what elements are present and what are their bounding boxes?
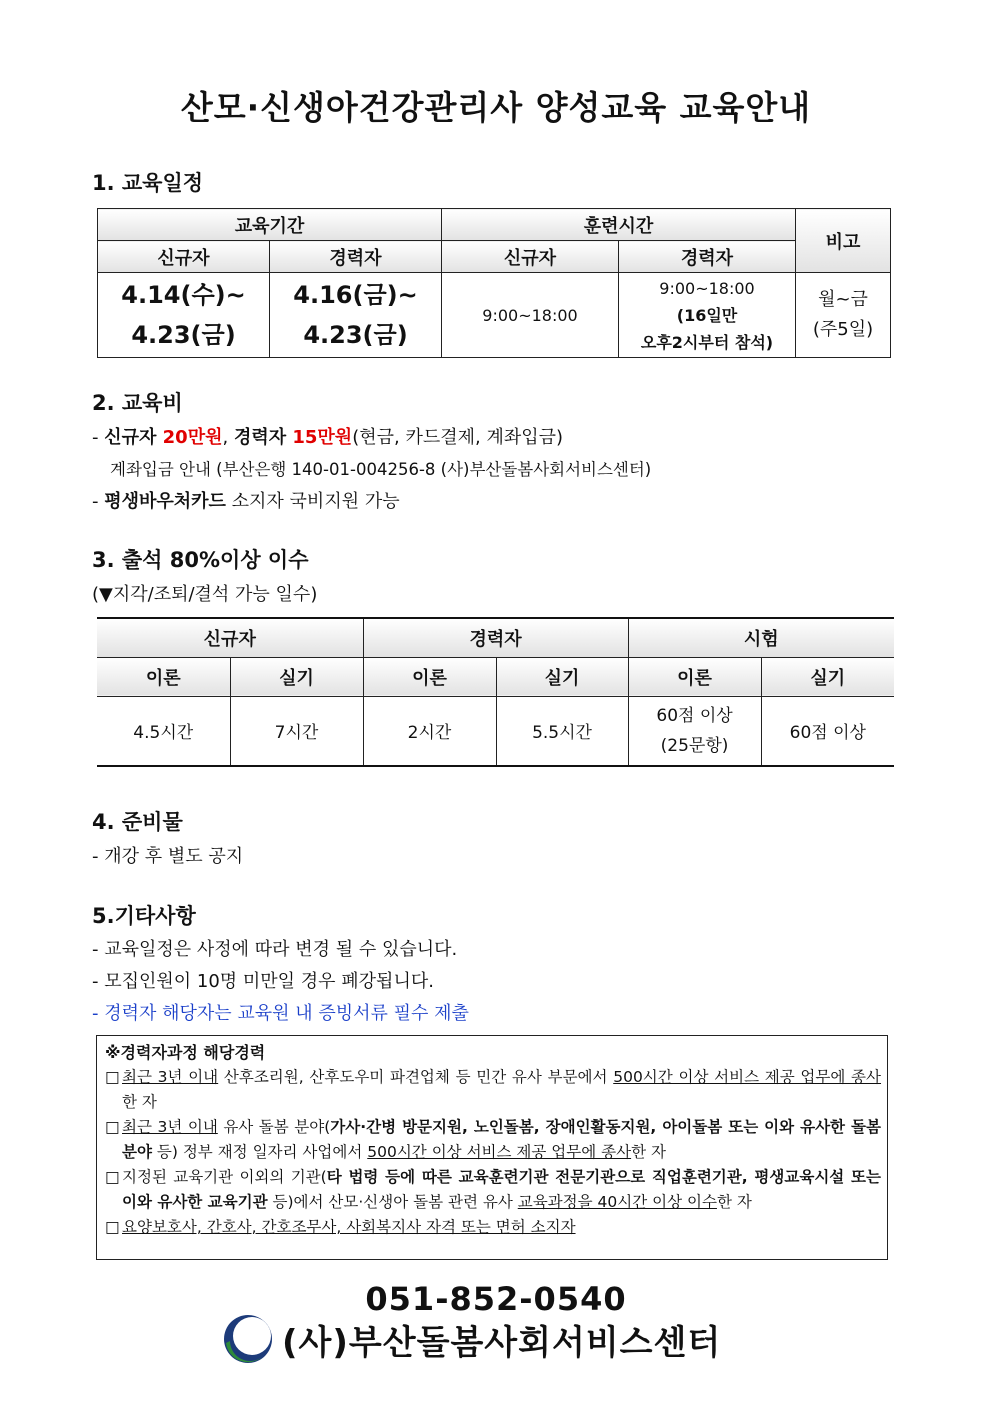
career-item-4-text: 요양보호사, 간호사, 간호조무사, 사회복지사 자격 또는 면허 소지자 xyxy=(122,1218,576,1236)
header-exam-practice: 실기 xyxy=(761,657,894,696)
checkbox-icon: □ xyxy=(105,1068,120,1086)
fee-exp-amount: 15만원 xyxy=(292,427,353,448)
career-box-heading: ※경력자과정 해당경력 xyxy=(105,1043,266,1062)
voucher-dash: - xyxy=(92,491,105,512)
career-item-3-text-2: 등)에서 산모·신생아 돌봄 관련 유사 xyxy=(267,1193,518,1211)
header-exam-group: 시험 xyxy=(628,618,894,657)
career-item-4 xyxy=(105,1215,881,1240)
career-item-3-end: 한 자 xyxy=(716,1193,752,1211)
section-3-subtitle: (▼지각/조퇴/결석 가능 일수) xyxy=(92,584,318,605)
time-exp-cell xyxy=(619,273,796,358)
contact-phone: 051-852-0540 xyxy=(365,1280,627,1318)
organization-block xyxy=(222,1313,721,1365)
header-exp: 경력자 xyxy=(270,241,442,273)
fee-new-amount: 20만원 xyxy=(162,427,223,448)
header-new-practice: 실기 xyxy=(230,657,363,696)
schedule-table xyxy=(97,208,891,358)
career-item-3-institutions: 타 법령 등에 따른 교육훈련기관 전문기관으로 직업훈련기관, 평생교육시설 또는 이와 유사한 교육기관 xyxy=(122,1168,881,1211)
exam-practice-value: 60점 이상 xyxy=(761,696,894,766)
career-item-2-hours: 500시간 이상 서비스 제공 업무에 종사 xyxy=(367,1143,632,1161)
exam-theory-score: 60점 이상 xyxy=(656,705,733,726)
exam-theory-value xyxy=(628,696,761,766)
career-item-2 xyxy=(105,1115,881,1165)
checkbox-icon: □ xyxy=(105,1118,120,1136)
career-item-2-end: 한 자 xyxy=(631,1143,666,1161)
section-1-heading: 1. 교육일정 xyxy=(92,171,204,195)
misc-line-3: - 경력자 해당자는 교육원 내 증빙서류 필수 제출 xyxy=(92,1003,469,1024)
career-item-2-fields: 가사·간병 방문지원, 노인돌봄, 장애인활동지원, 아이돌봄 또는 이와 유사한 돌봄 분야 xyxy=(122,1118,881,1161)
materials-line: - 개강 후 별도 공지 xyxy=(92,846,244,867)
career-requirements-box xyxy=(96,1035,888,1260)
time-exp-note-1: (16일만 xyxy=(676,305,738,325)
fee-exp-label: 경력자 xyxy=(233,427,293,448)
career-item-1-end: 한 자 xyxy=(122,1093,157,1111)
checkbox-icon: □ xyxy=(105,1218,120,1236)
voucher-line xyxy=(92,487,400,513)
time-exp-note-2: 오후2시부터 참석) xyxy=(640,332,774,352)
header-new-theory: 이론 xyxy=(97,657,230,696)
period-new-end: 4.23(금) xyxy=(131,321,236,349)
checkbox-icon: □ xyxy=(105,1168,120,1186)
section-5-heading: 5.기타사항 xyxy=(92,904,196,928)
misc-line-2: - 모집인원이 10명 미만일 경우 폐강됩니다. xyxy=(92,971,434,992)
exp-theory-value: 2시간 xyxy=(363,696,496,766)
career-item-3 xyxy=(105,1165,881,1215)
header-exp-practice: 실기 xyxy=(496,657,628,696)
period-exp-start: 4.16(금)~ xyxy=(293,281,418,309)
period-exp-end: 4.23(금) xyxy=(303,321,408,349)
page-title: 산모·신생아건강관리사 양성교육 교육안내 xyxy=(180,88,812,127)
header-note: 비고 xyxy=(796,209,891,273)
misc-line-1: - 교육일정은 사정에 따라 변경 될 수 있습니다. xyxy=(92,939,458,960)
section-2-heading: 2. 교육비 xyxy=(92,391,183,415)
time-new-cell: 9:00~18:00 xyxy=(442,273,619,358)
organization-name: (사)부산돌봄사회서비스센터 xyxy=(282,1322,722,1363)
voucher-label: 평생바우처카드 xyxy=(104,491,226,512)
swirl-logo-icon xyxy=(222,1313,274,1365)
fee-new-label: 신규자 xyxy=(104,427,163,448)
fee-dash: - xyxy=(92,427,105,448)
note-weekly: (주5일) xyxy=(812,319,874,340)
note-cell xyxy=(796,273,891,358)
exam-theory-questions: (25문항) xyxy=(660,735,729,756)
header-period: 교육기간 xyxy=(98,209,442,241)
period-exp-cell xyxy=(270,273,442,358)
time-exp-hours: 9:00~18:00 xyxy=(659,278,755,298)
attendance-table xyxy=(97,617,894,767)
career-item-3-course: 교육과정을 40시간 이상 이수 xyxy=(517,1193,717,1211)
career-item-1-text: 산후조리원, 산후도우미 파견업체 등 민간 유사 부문에서 xyxy=(218,1068,614,1086)
header-exp-time: 경력자 xyxy=(619,241,796,273)
new-practice-value: 7시간 xyxy=(230,696,363,766)
exp-practice-value: 5.5시간 xyxy=(496,696,628,766)
header-exp-theory: 이론 xyxy=(363,657,496,696)
section-4-heading: 4. 준비물 xyxy=(92,810,183,834)
section-3-heading: 3. 출석 80%이상 이수 xyxy=(92,548,309,572)
period-new-start: 4.14(수)~ xyxy=(121,281,246,309)
career-item-2-text-2: 등) 정부 재정 일자리 사업에서 xyxy=(151,1143,368,1161)
fee-line xyxy=(92,423,563,449)
period-new-cell xyxy=(98,273,270,358)
note-days: 월~금 xyxy=(818,289,868,310)
header-new-group: 신규자 xyxy=(97,618,363,657)
fee-pay-methods: (현금, 카드결제, 계좌입금) xyxy=(352,427,564,448)
career-item-2-period: 최근 3년 이내 xyxy=(122,1118,218,1136)
header-exp-group: 경력자 xyxy=(363,618,628,657)
header-new-time: 신규자 xyxy=(442,241,619,273)
career-item-2-text: 유사 돌봄 분야( xyxy=(217,1118,331,1136)
career-item-3-text: 지정된 교육기관 이외의 기관( xyxy=(122,1168,327,1186)
new-theory-value: 4.5시간 xyxy=(97,696,230,766)
career-item-1-hours: 500시간 이상 서비스 제공 업무에 종사 xyxy=(613,1068,882,1086)
fee-comma: , xyxy=(222,427,234,448)
career-item-1-period: 최근 3년 이내 xyxy=(122,1068,219,1086)
career-item-1 xyxy=(105,1065,881,1115)
header-new: 신규자 xyxy=(98,241,270,273)
header-exam-theory: 이론 xyxy=(628,657,761,696)
account-line: 계좌입금 안내 (부산은행 140-01-004256-8 (사)부산돌봄사회서비스센터) xyxy=(110,460,652,479)
voucher-text: 소지자 국비지원 가능 xyxy=(225,491,400,512)
header-training-time: 훈련시간 xyxy=(442,209,796,241)
